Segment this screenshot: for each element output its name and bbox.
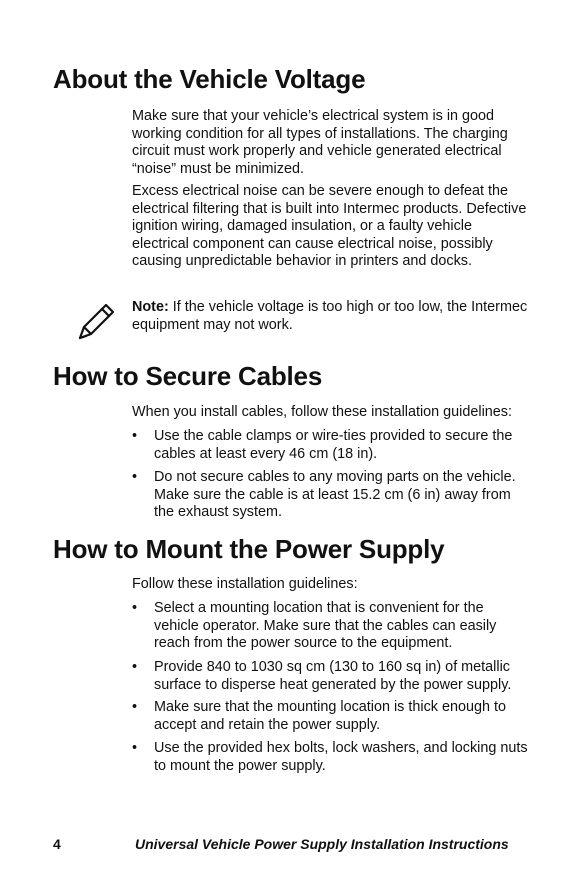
list-item-text: Use the provided hex bolts, lock washers, and locking nuts to mount the power supply. bbox=[154, 740, 528, 774]
pencil-icon bbox=[74, 300, 118, 344]
page-number: 4 bbox=[53, 836, 61, 852]
list-item-text: Select a mounting location that is convenient for the vehicle operator. Make sure that the cables can easily reach from the power source to the equipment. bbox=[154, 600, 497, 652]
bullet-glyph: • bbox=[132, 428, 138, 444]
bullet-glyph: • bbox=[132, 600, 138, 616]
note-label: Note: bbox=[132, 299, 169, 315]
list-item-text: Do not secure cables to any moving parts on the vehicle. Make sure the cable is at least 15.2 cm (6 in) away from the exhaust system. bbox=[154, 469, 516, 521]
heading-mount-power-supply: How to Mount the Power Supply bbox=[53, 534, 445, 564]
list-item-text: Use the cable clamps or wire-ties provided to secure the cables at least every 46 cm (18 in). bbox=[154, 428, 513, 462]
bullet-glyph: • bbox=[132, 699, 138, 715]
bullet-glyph: • bbox=[132, 659, 138, 675]
paragraph: Make sure that your vehicle’s electrical system is in good working condition for all types of installations. The charging circuit must work properly and vehicle generated electrical “noise” must be minimized. bbox=[132, 108, 508, 177]
heading-secure-cables: How to Secure Cables bbox=[53, 361, 323, 391]
note bbox=[132, 299, 532, 334]
intro-text: When you install cables, follow these installation guidelines: bbox=[132, 404, 512, 420]
heading-vehicle-voltage: About the Vehicle Voltage bbox=[53, 64, 366, 94]
bullet-glyph: • bbox=[132, 469, 138, 485]
bullet-glyph: • bbox=[132, 740, 138, 756]
list-item-text: Provide 840 to 1030 sq cm (130 to 160 sq in) of metallic surface to disperse heat generated by the power supply. bbox=[154, 659, 512, 693]
note-text: If the vehicle voltage is too high or too low, the Intermec equipment may not work. bbox=[132, 299, 528, 333]
footer-title: Universal Vehicle Power Supply Installation Instructions bbox=[135, 836, 509, 852]
intro-text: Follow these installation guidelines: bbox=[132, 576, 358, 592]
list-item-text: Make sure that the mounting location is thick enough to accept and retain the power supply. bbox=[154, 699, 506, 733]
paragraph: Excess electrical noise can be severe enough to defeat the electrical filtering that is built into Intermec products. Defective ignition wiring, damaged insulation, or a faulty vehicle electrical component can cause electrical noise, possibly causing unpredictable behavior in printers and docks. bbox=[132, 183, 527, 270]
